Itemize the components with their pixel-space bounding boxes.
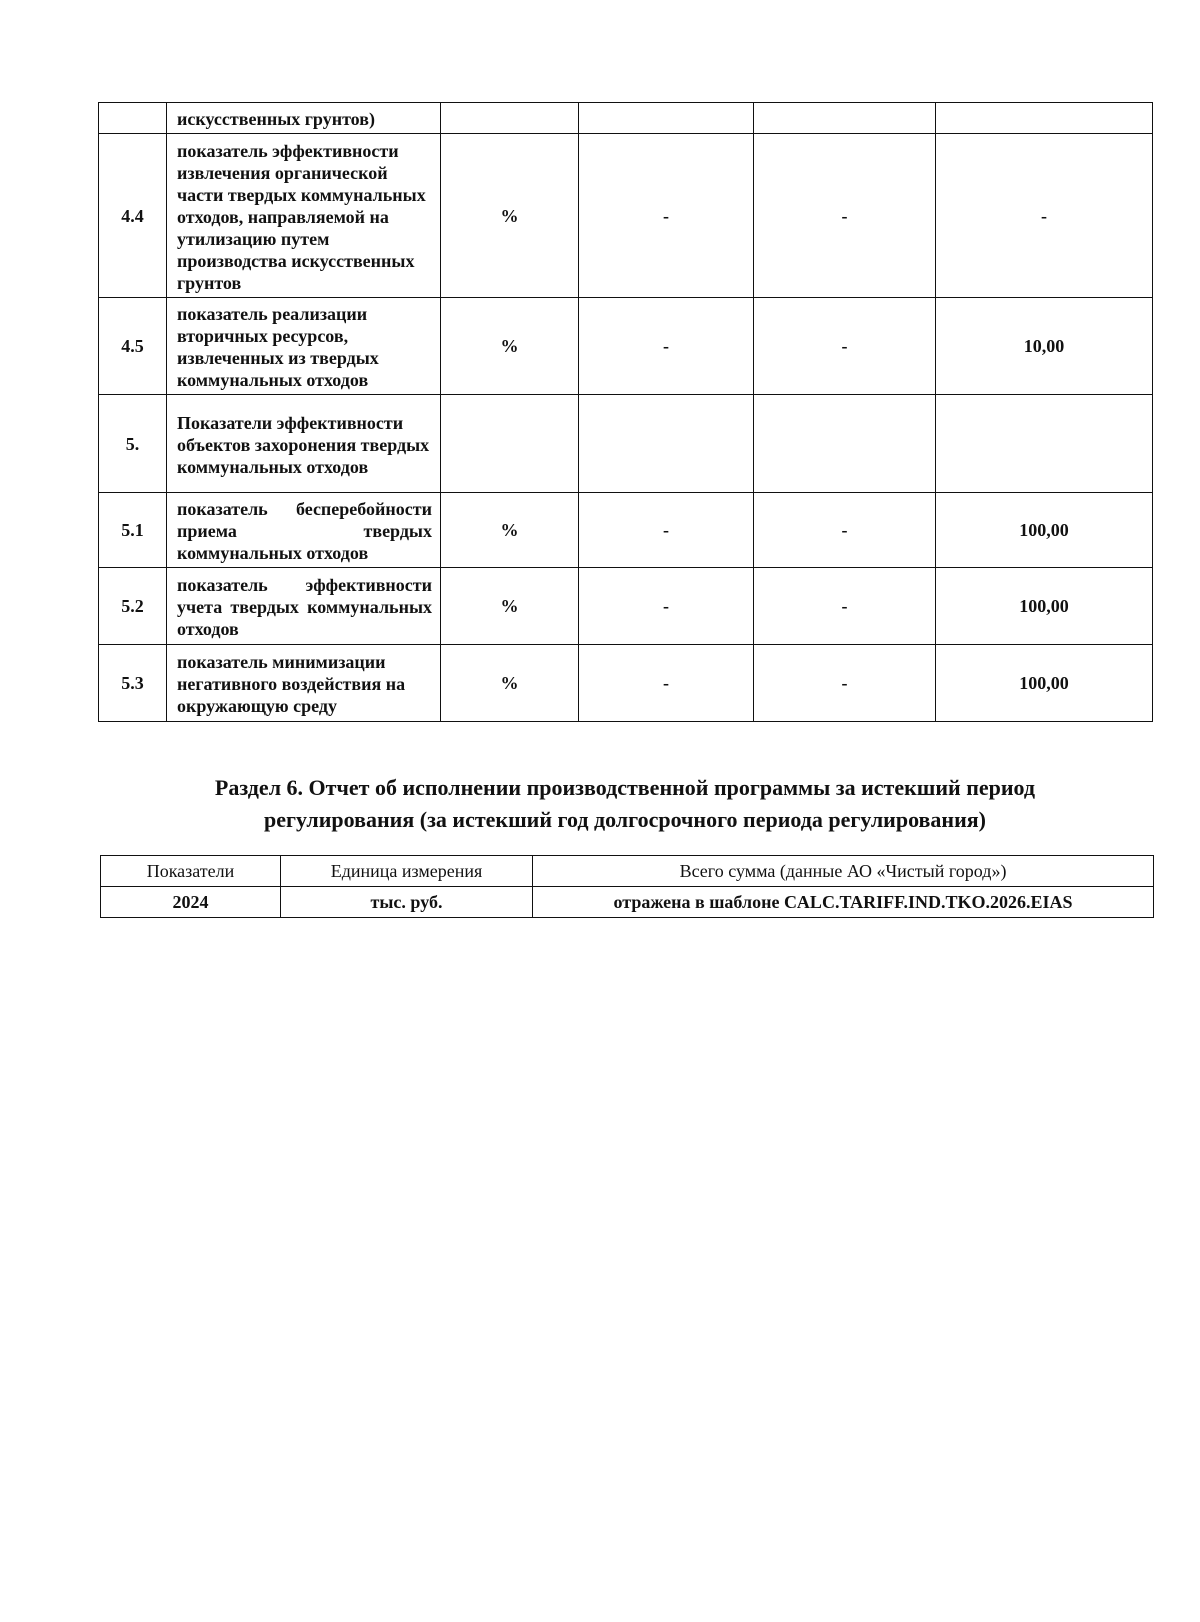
value-cell: 100,00 [936,645,1153,722]
row-number: 5.1 [99,493,167,568]
row-number [99,103,167,134]
value-cell: - [579,568,754,645]
table-row [99,395,1153,493]
value-cell [579,103,754,134]
unit-cell: % [441,134,579,298]
value-cell: 100,00 [936,568,1153,645]
table-row [99,645,1153,722]
unit-cell: % [441,645,579,722]
report-cell: тыс. руб. [281,887,533,918]
column-header: Единица измерения [281,856,533,887]
indicator-name: показатель реализации вторичных ресурсов, извлеченных из твердых коммунальных отходов [167,298,441,395]
indicator-name: искусственных грунтов) [167,103,441,134]
value-cell: - [754,134,936,298]
value-cell [754,395,936,493]
value-cell: - [579,134,754,298]
value-cell: - [754,493,936,568]
value-cell: - [754,568,936,645]
indicator-name: показатель эффективности учета твердых коммунальных отходов [167,568,441,645]
row-number: 5.3 [99,645,167,722]
value-cell: - [579,645,754,722]
unit-cell [441,103,579,134]
unit-cell [441,395,579,493]
value-cell: - [579,493,754,568]
row-number: 4.4 [99,134,167,298]
value-cell: - [754,645,936,722]
value-cell: - [754,298,936,395]
report-table [100,855,1154,918]
value-cell [936,395,1153,493]
indicator-name: показатель эффективности извлечения органической части твердых коммунальных отходов, направляемой на утилизацию путем производства искусственных грунтов [167,134,441,298]
value-cell: - [579,298,754,395]
report-data-row [101,887,1154,918]
report-cell: отражена в шаблоне CALC.TARIFF.IND.TKO.2026.EIAS [533,887,1154,918]
report-cell: 2024 [101,887,281,918]
table-row [99,103,1153,134]
indicator-name: показатель минимизации негативного воздействия на окружающую среду [167,645,441,722]
report-header-row [101,856,1154,887]
section-6-title [98,772,1152,836]
table-row [99,134,1153,298]
row-number: 5.2 [99,568,167,645]
value-cell: 10,00 [936,298,1153,395]
section-title-line: Раздел 6. Отчет об исполнении производственной программы за истекший период [214,775,1036,800]
row-number: 4.5 [99,298,167,395]
table-row [99,568,1153,645]
unit-cell: % [441,493,579,568]
section-title-line: регулирования (за истекший год долгосрочного периода регулирования) [263,807,987,832]
indicator-name: Показатели эффективности объектов захоронения твердых коммунальных отходов [167,395,441,493]
unit-cell: % [441,298,579,395]
value-cell: 100,00 [936,493,1153,568]
table-row [99,493,1153,568]
value-cell [579,395,754,493]
table-row [99,298,1153,395]
column-header: Показатели [101,856,281,887]
indicators-table [98,102,1153,722]
indicator-name: показатель бесперебойности приема твердых коммунальных отходов [167,493,441,568]
value-cell [936,103,1153,134]
row-number: 5. [99,395,167,493]
value-cell [754,103,936,134]
column-header: Всего сумма (данные АО «Чистый город») [533,856,1154,887]
unit-cell: % [441,568,579,645]
value-cell: - [936,134,1153,298]
